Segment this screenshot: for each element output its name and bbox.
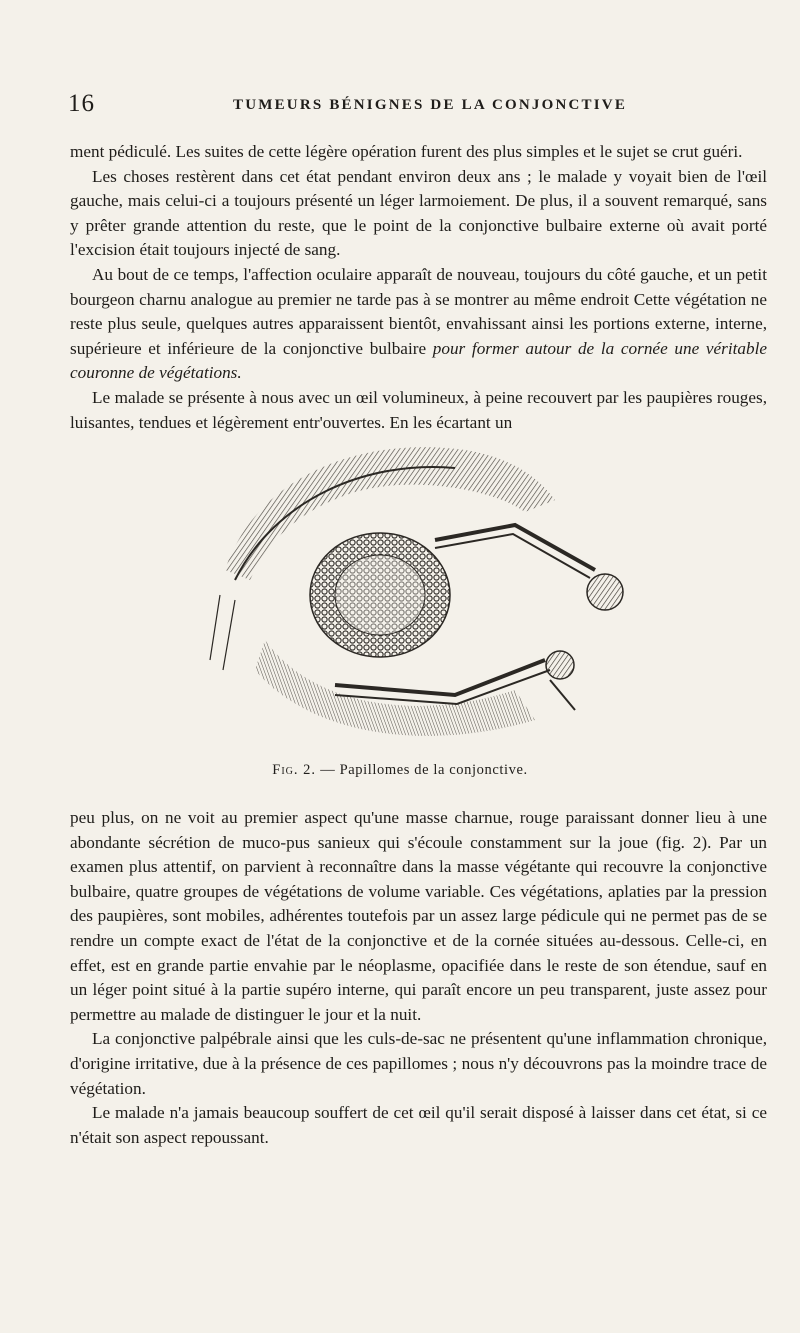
text-block-top [70, 140, 767, 435]
page-header [68, 90, 768, 120]
paragraph: Le malade n'a jamais beaucoup souffert de cet œil qu'il serait disposé à laisser dans cet état, si ce n'était son aspect repoussant. [70, 1103, 767, 1147]
paragraph [70, 263, 767, 386]
paragraph: Les choses restèrent dans cet état pendant environ deux ans ; le malade y voyait bien de l'œil gauche, mais celui-ci a toujours présenté un léger larmoiement. De plus, il a souvent remarqué, sans y prêter grande attention du reste, que le point de la conjonctive bulbaire externe où avait porté l'excision était toujours injecté de sang. [70, 166, 767, 260]
italic-phrase: pour former autour de la cornée une véritable couronne de végétations. [70, 338, 767, 383]
page-number: 16 [68, 90, 95, 117]
paragraph-text: Au bout de ce temps, l'affection oculaire apparaît de nouveau, toujours du côté gauche, et un petit bourgeon charnu analogue au premier ne tarde pas à se montrer au même endroit Cette végétation ne reste plus seule, quelques autres apparaissent bientôt, envahissant ainsi les portions externe, interne, supérieure et inférieure de la conjonctive bulbaire [70, 264, 767, 358]
text-block-bottom [70, 806, 767, 1150]
paragraph-continued: ment pédiculé. Les suites de cette légère opération furent des plus simples et le sujet se crut guéri. [70, 142, 743, 161]
paragraph: Le malade se présente à nous avec un œil volumineux, à peine recouvert par les paupières rouges, luisantes, tendues et légèrement entr'ouvertes. En les écartant un [70, 387, 767, 432]
figure-caption [0, 762, 800, 779]
figure-caption-text: — Papillomes de la conjonctive. [316, 762, 528, 778]
retractor-lower [335, 651, 575, 710]
cheek-stroke [210, 595, 235, 670]
eye-papilloma-illustration [195, 420, 625, 745]
running-title: TUMEURS BÉNIGNES DE LA CONJONCTIVE [233, 97, 628, 113]
conjunctival-papillomas [310, 533, 450, 657]
figure-label: Fig. 2. [272, 762, 317, 778]
paragraph: La conjonctive palpébrale ainsi que les culs-de-sac ne présentent qu'une inflammation chronique, d'origine irritative, due à la présence de ces papillomes ; nous n'y découvrons pas la moindre trace de végétation. [70, 1029, 767, 1098]
paragraph-continued: peu plus, on ne voit au premier aspect qu'une masse charnue, rouge paraissant donner lieu à une abondante sécrétion de muco-pus sanieux qui s'écoule constamment sur la joue (fig. 2). Par un examen plus attentif, on parvient à reconnaître dans la masse végétante qui recouvre la conjonctive bulbaire, quatre groupes de végétations de volume variable. Ces végétations, aplaties par la pression des paupières, sont mobiles, adhérentes toutefois par un assez large pédicule qui ne permet pas de se rendre un compte exact de l'état de la conjonctive et de la cornée situées au-dessous. Celle-ci, en effet, est en grande partie envahie par le néoplasme, opacifiée dans le reste de son étendue, sauf en un léger point situé à la partie supéro interne, qui paraît encore un peu transparent, juste assez pour permettre au malade de distinguer le jour et la nuit. [70, 808, 767, 1024]
retractor-upper [435, 525, 623, 610]
